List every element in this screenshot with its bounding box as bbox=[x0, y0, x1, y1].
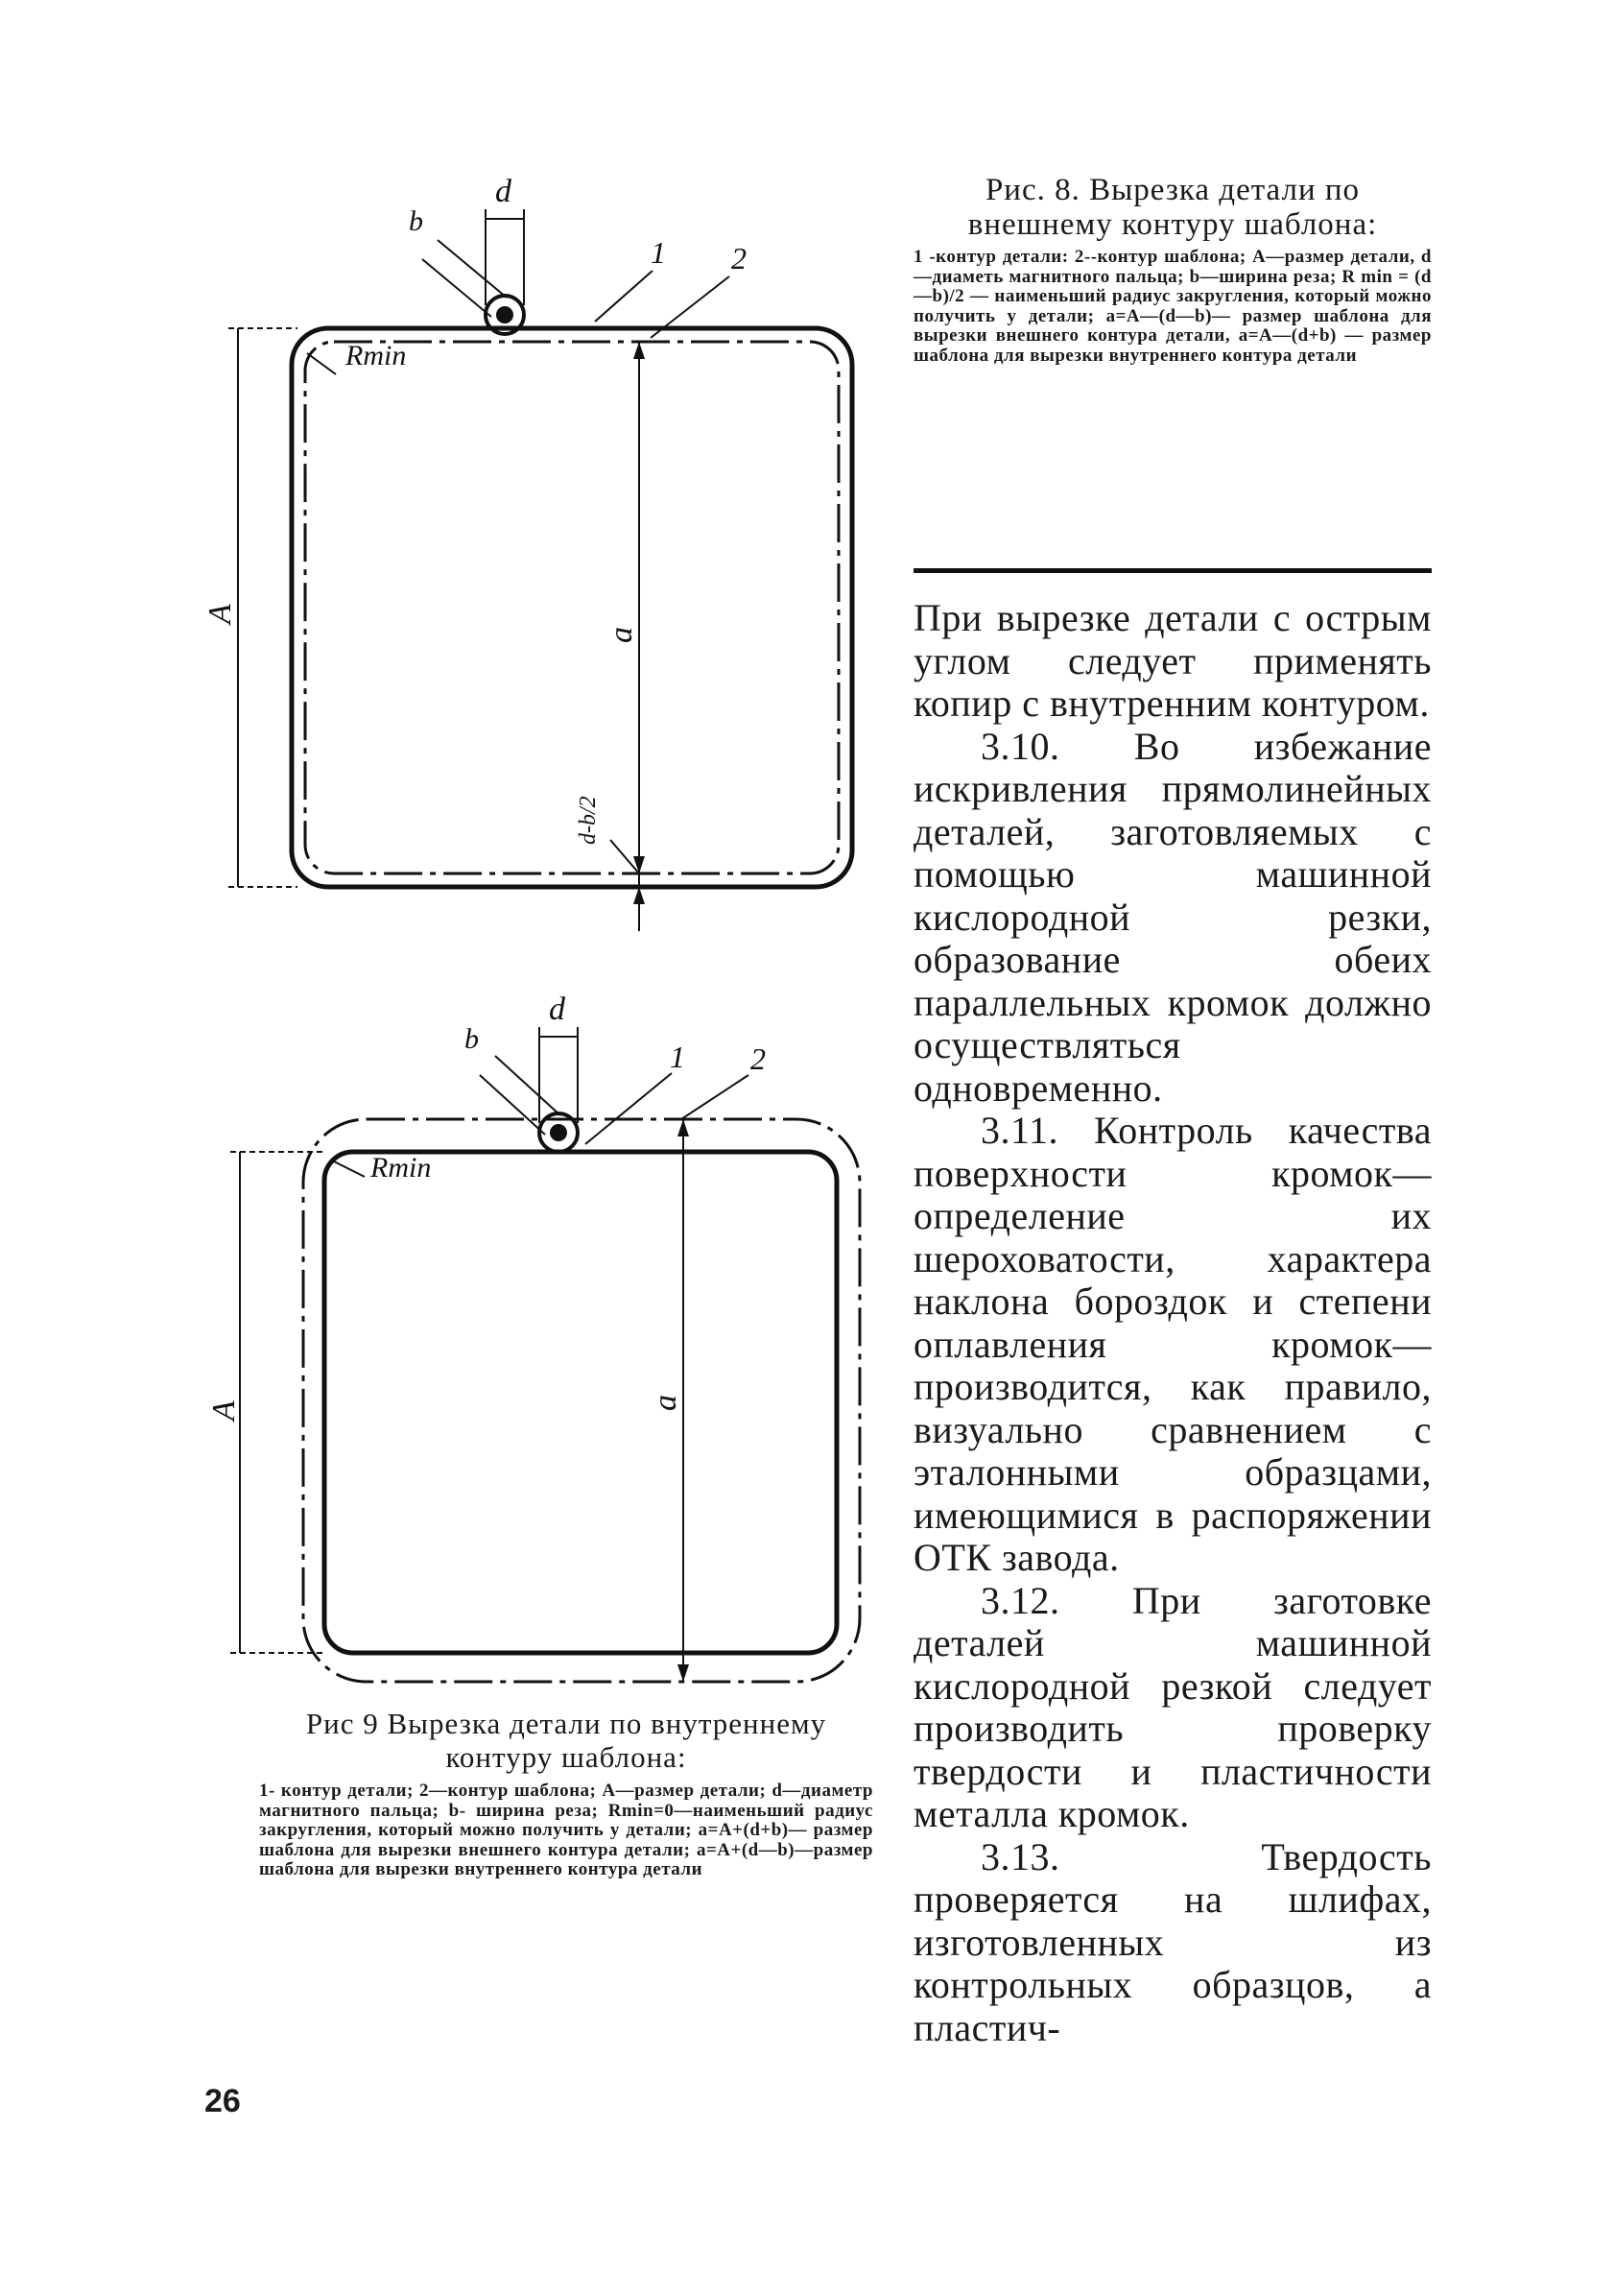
label-A: A bbox=[202, 604, 238, 624]
label-b: b bbox=[464, 1023, 479, 1055]
figure-9-title: Рис 9 Вырезка детали по внутреннему контуру шаблона: bbox=[305, 1707, 827, 1774]
label-1: 1 bbox=[651, 235, 666, 270]
part-contour bbox=[292, 328, 852, 887]
label-d: d bbox=[549, 992, 565, 1027]
label-a: a bbox=[604, 627, 639, 643]
figure-8-drawing bbox=[192, 163, 883, 969]
label-d: d bbox=[495, 174, 511, 209]
section-3-12: 3.12. При заготовке деталей машинной кислородной резкой следует производить проверку твердости и пластичности металла кромок. bbox=[914, 1578, 1432, 1835]
figure-9-legend: 1- контур детали; 2—контур шаблона; A—размер детали; d—диаметр магнитного пальца; b- ширина реза; Rmin=0—наименьший радиус закругления, который можно получить у детали; a=A+(d+b)— размер шаблона для вырезки внешнего контура детали; a=A+(d—b)—размер шаблона для вырезки внутреннего контура детали bbox=[259, 1781, 873, 1879]
label-1: 1 bbox=[670, 1040, 685, 1074]
label-b: b bbox=[409, 205, 423, 237]
label-a: a bbox=[648, 1395, 683, 1411]
section-3-13: 3.13. Твердость проверяется на шлифах, изготовленных из контрольных образцов, а пластич- bbox=[914, 1834, 1432, 2049]
part-contour bbox=[324, 1152, 837, 1653]
label-2: 2 bbox=[750, 1041, 766, 1076]
page-number: 26 bbox=[204, 2083, 241, 2119]
label-A: A bbox=[206, 1400, 242, 1421]
section-3-10: 3.10. Во избежание искривления прямолинейных деталей, заготовляемых с помощью машинной кислородной резки, образование обеих параллельных кромок должно осуществляться одновременно. bbox=[914, 724, 1432, 1110]
separator-rule bbox=[914, 568, 1432, 573]
label-rmin: Rmin bbox=[370, 1152, 432, 1184]
template-contour bbox=[303, 1119, 860, 1682]
figure-9-caption bbox=[259, 1707, 873, 1880]
paragraph: При вырезке детали с острым углом следует применять копир с внутренним контуром. bbox=[914, 596, 1432, 725]
label-rmin: Rmin bbox=[345, 340, 407, 371]
figure-9-drawing bbox=[192, 989, 883, 1699]
label-2: 2 bbox=[731, 241, 747, 275]
body-text bbox=[914, 597, 1432, 2049]
label-half-diff: d-b/2 bbox=[576, 796, 601, 845]
template-contour bbox=[305, 342, 839, 873]
figure-8-title: Рис. 8. Вырезка детали по внешнему контуру шаблона: bbox=[967, 173, 1378, 242]
figure-8-caption bbox=[914, 173, 1432, 366]
figure-8-legend: 1 -контур детали: 2--контур шаблона; A—размер детали, d—диаметь магнитного пальца; b—ширина реза; R min = (d—b)/2 — наименьший радиус закругления, который можно получить у детали; a=A—(d—b)— размер шаблона для вырезки внешнего контура детали, a=A—(d+b) — размер шаблона для вырезки внутреннего контура детали bbox=[914, 247, 1432, 366]
section-3-11: 3.11. Контроль качества поверхности кромок—определение их шероховатости, характера наклона бороздок и степени оплавления кромок—производится, как правило, визуально сравнением с эталонными образцами, имеющимися в распоряжении ОТК завода. bbox=[914, 1109, 1432, 1579]
